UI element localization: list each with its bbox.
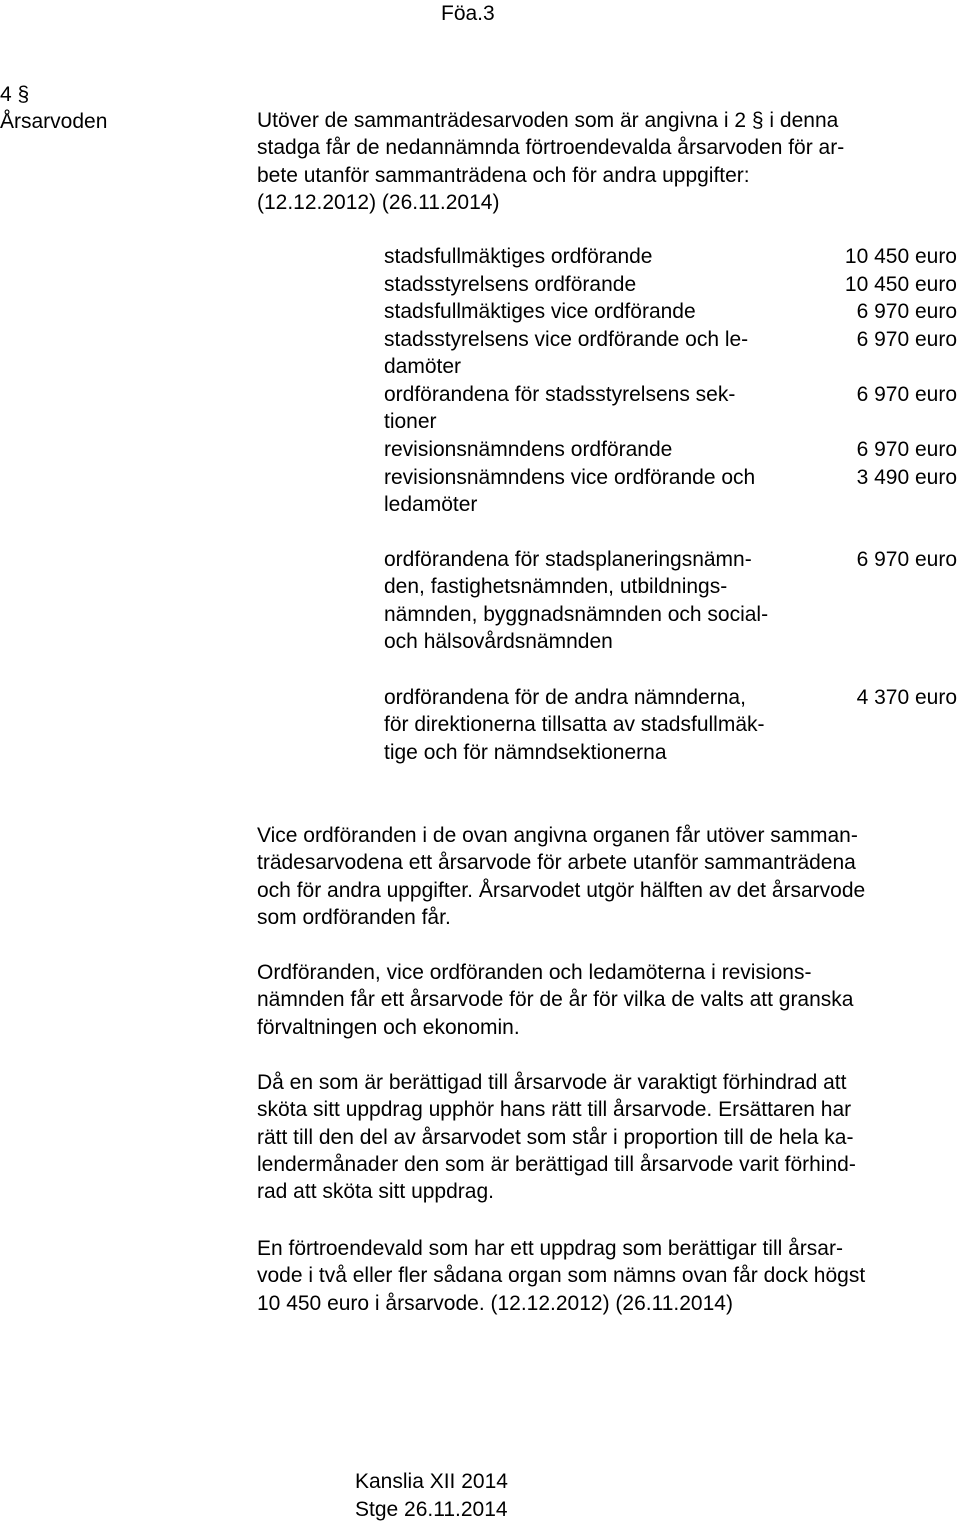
paragraph-line: Då en som är berättigad till årsarvode är varaktigt förhindrad att [257, 1071, 847, 1094]
fee-item-label: stadsfullmäktiges vice ordförande [384, 300, 696, 323]
paragraph-line: vode i två eller fler sådana organ som nämns ovan får dock högst [257, 1264, 866, 1288]
fee-item-label: stadsfullmäktiges ordförande [384, 245, 653, 268]
section-title: Årsarvoden [0, 110, 108, 133]
fee-item-label: ledamöter [384, 493, 478, 517]
intro-line: stadga får de nedannämnda förtroendevalda årsarvoden för ar- [257, 136, 845, 160]
paragraph-line: En förtroendevald som har ett uppdrag som berättigar till årsar- [257, 1237, 843, 1260]
fee-item-label: den, fastighetsnämnden, utbildnings- [384, 575, 728, 599]
paragraph-line: rätt till den del av årsarvodet som står i proportion till de hela ka- [257, 1125, 854, 1149]
fee-amount: 6 970 euro [856, 438, 957, 461]
fee-item [384, 436, 824, 463]
fee-item-label: tige och för nämndsektionerna [384, 740, 667, 764]
fee-item-label: ordförandena för stadsstyrelsens sek- [384, 383, 736, 406]
fee-amount: 6 970 euro [856, 300, 957, 323]
footer-approval: Stge 26.11.2014 [355, 1498, 508, 1521]
fee-item-label: och hälsovårdsnämnden [384, 629, 613, 653]
fee-item-label: ordförandena för stadsplaneringsnämn- [384, 548, 752, 571]
paragraph-vice-chair [257, 822, 957, 931]
fee-item-label: tioner [384, 410, 437, 434]
section-number: 4 § [0, 83, 30, 106]
fee-item [384, 381, 824, 436]
intro-paragraph [257, 107, 957, 216]
paragraph-line: Vice ordföranden i de ovan angivna organen får utöver samman- [257, 824, 858, 847]
intro-line: bete utanför sammanträdena och för andra uppgifter: [257, 163, 750, 187]
fee-item [384, 298, 824, 325]
paragraph-line: sköta sitt uppdrag upphör hans rätt till årsarvode. Ersättaren har [257, 1098, 852, 1122]
fee-amount: 6 970 euro [856, 383, 957, 406]
paragraph-line: förvaltningen och ekonomin. [257, 1015, 520, 1039]
fee-item-label: nämnden, byggnadsnämnden och social- [384, 602, 769, 626]
fee-item-label: stadsstyrelsens ordförande [384, 273, 637, 296]
document-reference: Föa.3 [441, 2, 495, 25]
fee-item [384, 684, 824, 766]
intro-line: Utöver de sammanträdesarvoden som är angivna i 2 § i denna [257, 109, 839, 132]
fee-amount: 10 450 euro [844, 245, 957, 268]
fee-item [384, 243, 824, 270]
fee-item-label: revisionsnämndens ordförande [384, 438, 673, 461]
paragraph-line: som ordföranden får. [257, 905, 451, 929]
footer-office: Kanslia XII 2014 [355, 1470, 508, 1493]
paragraph-line: och för andra uppgifter. Årsarvodet utgör hälften av det årsarvode [257, 878, 866, 902]
fee-item [384, 546, 824, 655]
paragraph-line: Ordföranden, vice ordföranden och ledamöterna i revisions- [257, 961, 812, 984]
paragraph-line: lendermånader den som är berättigad till årsarvode varit förhind- [257, 1152, 856, 1176]
paragraph-prevented [257, 1069, 957, 1205]
fee-item-label: damöter [384, 355, 462, 379]
fee-amount: 6 970 euro [856, 328, 957, 351]
fee-item-label: ordförandena för de andra nämnderna, [384, 686, 746, 709]
fee-item [384, 464, 824, 519]
fee-item-label: revisionsnämndens vice ordförande och [384, 466, 756, 489]
fee-item [384, 271, 824, 298]
paragraph-line: rad att sköta sitt uppdrag. [257, 1180, 494, 1204]
fee-item-label: stadsstyrelsens vice ordförande och le- [384, 328, 749, 351]
fee-item [384, 326, 824, 381]
fee-amount: 6 970 euro [856, 548, 957, 571]
fee-amount: 4 370 euro [856, 686, 957, 709]
paragraph-line: 10 450 euro i årsarvode. (12.12.2012) (26.11.2014) [257, 1291, 733, 1315]
fee-item-label: för direktionerna tillsatta av stadsfullmäk- [384, 713, 765, 737]
fee-amount: 10 450 euro [844, 273, 957, 296]
paragraph-audit-committee [257, 959, 957, 1041]
paragraph-line: trädesarvodena ett årsarvode för arbete utanför sammanträdena [257, 851, 856, 875]
paragraph-line: nämnden får ett årsarvode för de år för vilka de valts att granska [257, 988, 854, 1012]
paragraph-maximum [257, 1235, 957, 1317]
intro-line: (12.12.2012) (26.11.2014) [257, 190, 500, 214]
fee-amount: 3 490 euro [856, 466, 957, 489]
